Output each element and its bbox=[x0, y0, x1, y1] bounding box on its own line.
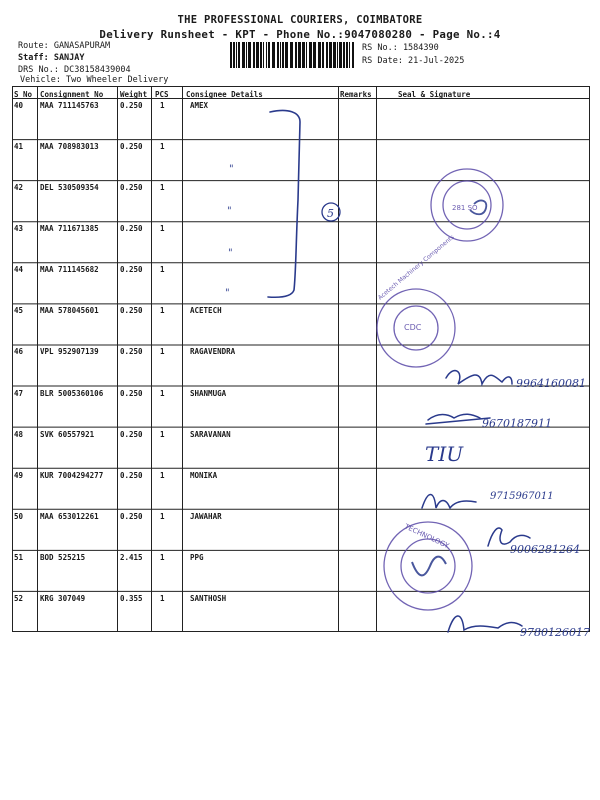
cell-sno: 43 bbox=[14, 224, 24, 234]
cell-consignment-no: KUR 7004294277 bbox=[40, 470, 104, 480]
column-header-weight: Weight bbox=[120, 90, 148, 99]
cell-sno: 40 bbox=[14, 101, 24, 110]
cell-weight: 0.250 bbox=[120, 306, 143, 316]
cell-pcs: 1 bbox=[160, 183, 165, 193]
column-header-pcs: PCS bbox=[155, 90, 169, 99]
cell-weight: 2.415 bbox=[120, 552, 143, 562]
cell-consignment-no: MAA 711145682 bbox=[40, 265, 99, 275]
stamp-50-ring: TECHNOLOGY bbox=[403, 522, 451, 551]
column-header-seal-signature: Seal & Signature bbox=[398, 90, 471, 99]
phone-50: 9006281264 bbox=[510, 543, 580, 556]
stamp-45-ring: Acetech Machinery Components bbox=[376, 233, 456, 302]
route-label: Route: GANASAPURAM bbox=[18, 41, 111, 51]
cell-weight: 0.250 bbox=[120, 183, 143, 193]
runsheet-table-grid bbox=[12, 86, 590, 632]
cell-pcs: 1 bbox=[160, 101, 165, 110]
phone-52: 9780126017 bbox=[520, 626, 590, 639]
cell-sno: 51 bbox=[14, 552, 24, 562]
cell-consignment-no: MAA 711145763 bbox=[40, 101, 99, 110]
column-header-remarks: Remarks bbox=[340, 90, 372, 99]
runsheet-subtitle: Delivery Runsheet - KPT - Phone No.:9047080280 - Page No.:4 bbox=[99, 28, 501, 41]
stamp-45-center: CDC bbox=[404, 323, 422, 332]
cell-pcs: 1 bbox=[160, 593, 165, 603]
cell-consignee: JAWAHAR bbox=[190, 511, 222, 521]
initials-48: TIU bbox=[425, 442, 464, 466]
cell-consignment-no: VPL 952907139 bbox=[40, 347, 99, 357]
cell-consignment-no: MAA 711671385 bbox=[40, 224, 99, 234]
cell-consignment-no: MAA 708983013 bbox=[40, 142, 99, 152]
cell-sno: 52 bbox=[14, 593, 24, 603]
cell-weight: 0.250 bbox=[120, 347, 143, 357]
cell-weight: 0.250 bbox=[120, 429, 143, 439]
cell-weight: 0.250 bbox=[120, 224, 143, 234]
cell-weight: 0.250 bbox=[120, 101, 143, 110]
cell-consignment-no: SVK 60557921 bbox=[40, 429, 95, 439]
cell-consignee: SHANMUGA bbox=[190, 388, 227, 398]
cell-sno: 41 bbox=[14, 142, 24, 152]
phone-49: 9715967011 bbox=[490, 491, 554, 502]
cell-consignment-no: MAA 653012261 bbox=[40, 511, 99, 521]
vehicle-label: Vehicle: Two Wheeler Delivery bbox=[20, 75, 169, 85]
cell-pcs: 1 bbox=[160, 265, 165, 275]
rs-date: RS Date: 21-Jul-2025 bbox=[362, 56, 465, 66]
cell-sno: 44 bbox=[14, 265, 24, 275]
cell-weight: 0.250 bbox=[120, 265, 143, 275]
ditto-mark-41: " bbox=[229, 164, 234, 175]
cell-pcs: 1 bbox=[160, 142, 165, 152]
cell-consignee: PPG bbox=[190, 552, 204, 562]
column-header-consignment: Consignment No bbox=[40, 90, 104, 99]
cell-weight: 0.250 bbox=[120, 511, 143, 521]
cell-sno: 45 bbox=[14, 306, 24, 316]
drs-number: DRS No.: DC38158439004 bbox=[18, 65, 131, 75]
count-circle-number: 5 bbox=[327, 207, 334, 220]
cell-weight: 0.250 bbox=[120, 470, 143, 480]
phone-47: 9670187911 bbox=[482, 417, 552, 430]
staff-label: Staff: SANJAY bbox=[18, 53, 85, 63]
cell-consignee: ACETECH bbox=[190, 306, 222, 316]
cell-pcs: 1 bbox=[160, 511, 165, 521]
cell-consignment-no: KRG 307049 bbox=[40, 593, 86, 603]
cell-consignee: SARAVANAN bbox=[190, 429, 231, 439]
cell-sno: 49 bbox=[14, 470, 24, 480]
cell-consignment-no: DEL 530509354 bbox=[40, 183, 99, 193]
cell-consignment-no: MAA 578045601 bbox=[40, 306, 99, 316]
cell-sno: 50 bbox=[14, 511, 24, 521]
cell-pcs: 1 bbox=[160, 388, 165, 398]
cell-pcs: 1 bbox=[160, 552, 165, 562]
rs-number: RS No.: 1584390 bbox=[362, 43, 439, 53]
cell-consignment-no: BOD 525215 bbox=[40, 552, 86, 562]
column-header-sno: S No bbox=[14, 90, 33, 99]
cell-pcs: 1 bbox=[160, 306, 165, 316]
barcode bbox=[229, 42, 355, 68]
cell-consignee: MONIKA bbox=[190, 470, 218, 480]
cell-sno: 48 bbox=[14, 429, 24, 439]
cell-weight: 0.250 bbox=[120, 388, 143, 398]
cell-sno: 46 bbox=[14, 347, 24, 357]
cell-pcs: 1 bbox=[160, 470, 165, 480]
cell-consignee: AMEX bbox=[190, 101, 209, 110]
cell-pcs: 1 bbox=[160, 224, 165, 234]
stamp-42-text: 281 SO bbox=[452, 204, 478, 212]
phone-46: 9964160081 bbox=[516, 377, 586, 390]
cell-pcs: 1 bbox=[160, 347, 165, 357]
cell-sno: 42 bbox=[14, 183, 24, 193]
cell-weight: 0.355 bbox=[120, 593, 143, 603]
cell-sno: 47 bbox=[14, 388, 24, 398]
cell-consignee: SANTHOSH bbox=[190, 593, 227, 603]
ditto-mark-42: " bbox=[227, 206, 232, 217]
column-header-consignee: Consignee Details bbox=[186, 90, 263, 99]
company-title: THE PROFESSIONAL COURIERS, COIMBATORE bbox=[177, 14, 423, 26]
ditto-mark-43: " bbox=[228, 248, 233, 259]
cell-pcs: 1 bbox=[160, 429, 165, 439]
cell-consignee: RAGAVENDRA bbox=[190, 347, 236, 357]
ditto-mark-44: " bbox=[225, 288, 230, 299]
cell-consignment-no: BLR 5005360106 bbox=[40, 388, 104, 398]
cell-weight: 0.250 bbox=[120, 142, 143, 152]
